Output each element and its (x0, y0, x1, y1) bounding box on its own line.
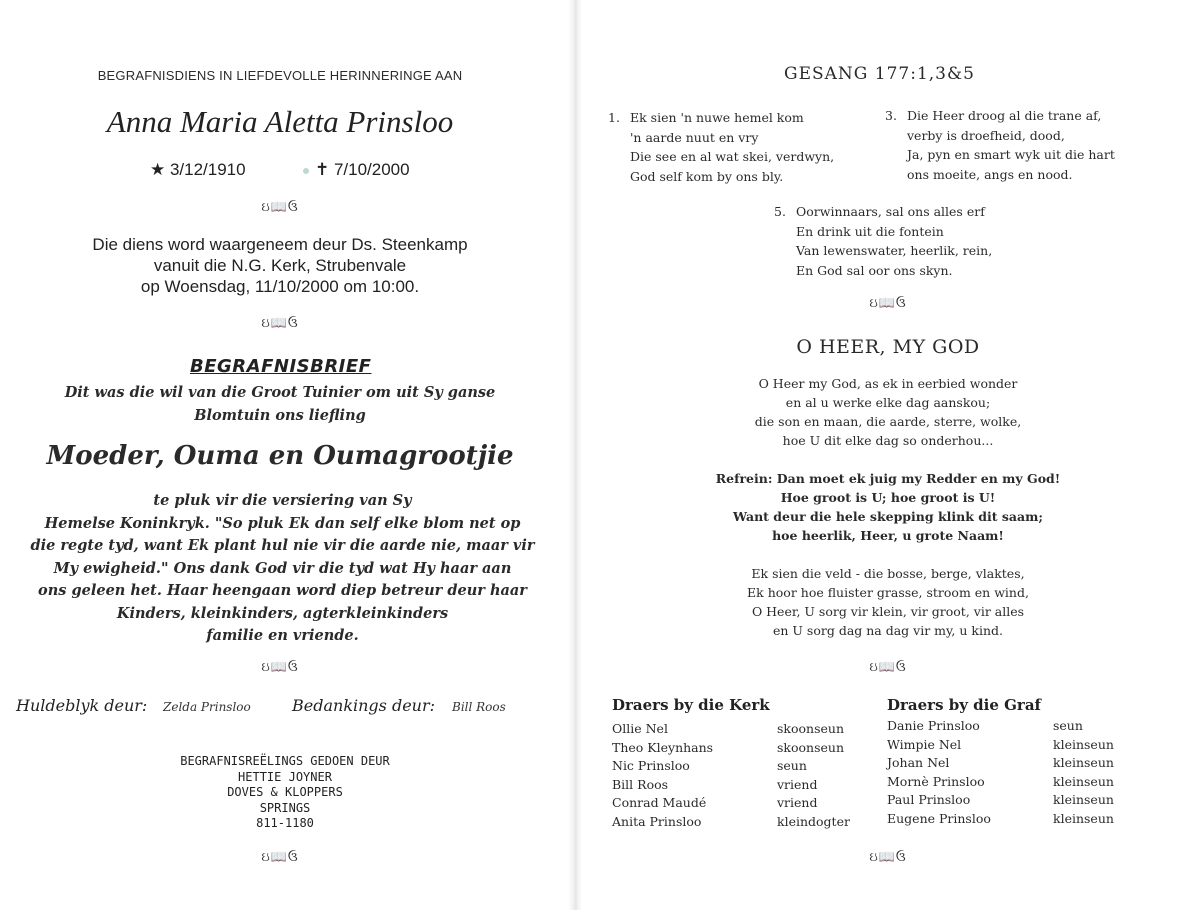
grave-bearers-title: Draers by die Graf (887, 696, 1042, 714)
funeral-arrangements (140, 754, 430, 832)
ornament-divider-1: ઇ📖ઉ (261, 200, 299, 215)
song-title: O HEER, MY GOD (796, 336, 980, 358)
song-line: Want deur die hele skepping klink dit saam; (733, 509, 1043, 524)
verse-line: God self kom by ons bly. (630, 168, 784, 184)
bearer-name: Theo Kleynhans (612, 739, 714, 755)
brief-intro (20, 382, 540, 427)
song-line: en al u werke elke dag aanskou; (785, 395, 991, 410)
song-line: hoe U dit elke dag so onderhou... (782, 433, 994, 448)
hymn-title: GESANG 177:1,3&5 (784, 64, 975, 84)
song-stanza-1 (638, 374, 1138, 450)
bearer-row (887, 754, 1157, 773)
verse-line: En God sal oor ons skyn. (796, 262, 953, 278)
grave-bearers-list (887, 717, 1157, 829)
bearer-row (612, 720, 882, 739)
undertaker-line: HETTIE JOYNER (238, 769, 332, 784)
hymn-verse-5 (774, 202, 1064, 280)
bearer-relation: kleindogter (777, 813, 850, 829)
bearer-row (612, 757, 882, 776)
bearer-row (887, 736, 1157, 755)
deceased-name: Anna Maria Aletta Prinsloo (106, 104, 454, 139)
song-text (638, 374, 1138, 659)
bearer-relation: vriend (777, 795, 818, 811)
verse-line: Die see en al wat skei, verdwyn, (630, 149, 835, 164)
bearer-name: Danie Prinsloo (887, 718, 980, 733)
bearer-name: Nic Prinsloo (612, 758, 690, 774)
brief-heading: BEGRAFNISBRIEF (190, 356, 372, 377)
verse-line: Ek sien 'n nuwe hemel kom (630, 110, 804, 125)
tribute-name: Zelda Prinsloo (163, 700, 251, 714)
song-line: hoe heerlik, Heer, u grote Naam! (772, 528, 1004, 543)
verse-line: 'n aarde nuut en vry (630, 129, 759, 145)
brief-intro-line: Blomtuin ons liefling (194, 406, 366, 424)
bearer-relation: kleinseun (1053, 810, 1114, 826)
brief-body-line: My ewigheid." Ons dank God vir die tyd wat Hy haar aan (53, 559, 512, 577)
bearer-relation: kleinseun (1053, 736, 1114, 752)
bearer-name: Wimpie Nel (887, 736, 962, 752)
bearer-row (612, 739, 882, 758)
brief-body-line: familie en vriende. (206, 627, 359, 644)
service-details (60, 234, 500, 297)
service-line: op Woensdag, 11/10/2000 om 10:00. (140, 277, 420, 296)
death-date: ✝ 7/10/2000 (315, 160, 410, 179)
undertaker-line: BEGRAFNISREËLINGS GEDOEN DEUR (180, 754, 390, 768)
verse-line: En drink uit die fontein (796, 223, 944, 239)
ornament-divider-2: ઇ📖ઉ (261, 316, 299, 331)
verse-number: 3. (885, 108, 897, 123)
bearer-row (612, 813, 882, 832)
song-line: die son en maan, die aarde, sterre, wolke, (754, 414, 1022, 429)
hymn-verse-1 (608, 108, 898, 186)
verse-line: ons moeite, angs en nood. (907, 166, 1073, 182)
bearer-name: Mornè Prinsloo (887, 773, 985, 789)
ornament-divider-5: ઇ📖ઉ (869, 296, 907, 311)
brief-body-line: ons geleen het. Haar heengaan word diep betreur deur haar (38, 582, 527, 599)
song-line: Refrein: Dan moet ek juig my Redder en my God! (715, 471, 1061, 486)
bearer-row (887, 810, 1157, 829)
ornament-divider-6: ઇ📖ઉ (869, 660, 907, 675)
service-line: Die diens word waargeneem deur Ds. Steenkamp (92, 235, 468, 254)
undertaker-line: DOVES & KLOPPERS (227, 785, 343, 799)
brief-body-line: te pluk vir die versiering van Sy (153, 492, 412, 509)
verse-number: 5. (774, 204, 786, 219)
bearer-relation: skoonseun (777, 721, 845, 736)
service-line: vanuit die N.G. Kerk, Strubenvale (153, 256, 407, 275)
church-bearers-title: Draers by die Kerk (612, 696, 770, 714)
verse-line: Ja, pyn en smart wyk uit die hart (907, 147, 1115, 162)
bearer-name: Johan Nel (887, 755, 950, 771)
right-page (580, 0, 1200, 910)
brief-body-line: Hemelse Koninkryk. "So pluk Ek dan self elke blom net op (44, 514, 521, 532)
song-line: Hoe groot is U; hoe groot is U! (780, 490, 996, 505)
thanks-name: Bill Roos (452, 700, 506, 714)
hymn-verse-3 (885, 106, 1185, 184)
song-line: Ek hoor hoe fluister grasse, stroom en wind, (747, 585, 1029, 600)
ornament-divider-7: ઇ📖ઉ (869, 850, 907, 865)
ornament-divider-4: ઇ📖ઉ (261, 850, 299, 865)
bearer-row (612, 776, 882, 795)
brief-body-line: die regte tyd, want Ek plant hul nie vir die aarde nie, maar vir (30, 537, 535, 554)
bearer-name: Ollie Nel (612, 721, 668, 736)
bearer-relation: kleinseun (1053, 755, 1114, 771)
bearer-row (887, 773, 1157, 792)
brief-body (10, 490, 555, 648)
bearer-name: Bill Roos (612, 776, 669, 792)
bearer-relation: kleinseun (1053, 773, 1114, 789)
bearer-relation: seun (1053, 718, 1083, 733)
brief-intro-line: Dit was die wil van die Groot Tuinier om uit Sy ganse (64, 384, 496, 401)
dot-mark (303, 168, 309, 174)
song-line: O Heer my God, as ek in eerbied wonder (758, 376, 1018, 391)
verse-number: 1. (608, 110, 620, 125)
bearer-relation: seun (777, 758, 807, 774)
bearer-name: Conrad Maudé (612, 795, 707, 811)
death-date-group (303, 160, 410, 180)
ornament-divider-3: ઇ📖ઉ (261, 660, 299, 675)
bearer-name: Anita Prinsloo (612, 813, 702, 829)
undertaker-line: SPRINGS (259, 800, 311, 815)
bearer-relation: vriend (777, 776, 818, 792)
verse-line: Die Heer droog al die trane af, (907, 108, 1102, 123)
brief-names: Moeder, Ouma en Oumagrootjie (46, 441, 514, 471)
bearer-row (887, 717, 1157, 736)
birth-date: ★ 3/12/1910 (150, 160, 246, 179)
bearer-name: Eugene Prinsloo (887, 810, 991, 826)
thanks-label: Bedankings deur: (292, 696, 436, 715)
song-refrain (638, 469, 1138, 545)
song-line: Ek sien die veld - die bosse, berge, vlaktes, (751, 566, 1025, 581)
bearer-row (612, 794, 882, 813)
verse-line: Van lewenswater, heerlik, rein, (796, 243, 993, 258)
verse-line: verby is droefheid, dood, (907, 127, 1065, 143)
church-bearers-list (612, 720, 882, 832)
bearer-row (887, 791, 1157, 810)
song-line: O Heer, U sorg vir klein, vir groot, vir alles (751, 604, 1025, 619)
song-line: en U sorg dag na dag vir my, u kind. (773, 623, 1003, 638)
bearer-relation: skoonseun (777, 739, 845, 755)
left-page (0, 0, 560, 910)
song-stanza-2 (638, 564, 1138, 640)
brief-body-line: Kinders, kleinkinders, agterkleinkinders (116, 604, 449, 622)
undertaker-line: 811-1180 (256, 816, 314, 830)
bearer-name: Paul Prinsloo (887, 792, 971, 808)
verse-line: Oorwinnaars, sal ons alles erf (796, 204, 985, 219)
memorial-header: BEGRAFNISDIENS IN LIEFDEVOLLE HERINNERINGE AAN (97, 68, 463, 83)
bearer-relation: kleinseun (1053, 792, 1114, 808)
tribute-label: Huldeblyk deur: (16, 696, 148, 715)
